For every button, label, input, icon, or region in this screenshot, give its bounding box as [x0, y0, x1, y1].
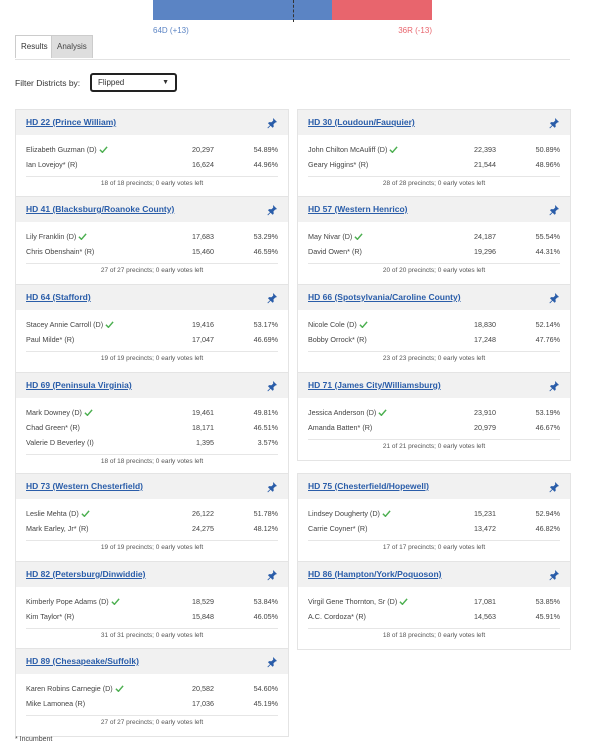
- candidate-name-text: Nicole Cole (D): [308, 320, 357, 329]
- candidate-row: [308, 597, 560, 609]
- candidate-percent: 3.57%: [257, 438, 278, 447]
- candidate-row: [26, 612, 278, 624]
- district-card: [297, 196, 571, 285]
- candidate-name: [26, 232, 87, 241]
- candidate-row: [26, 160, 278, 172]
- check-icon: [378, 409, 387, 417]
- dem-seat-segment: [153, 0, 332, 20]
- candidate-votes: 15,460: [192, 247, 214, 256]
- district-title-link[interactable]: HD 41 (Blacksburg/Roanoke County): [26, 204, 175, 214]
- candidate-percent: 51.78%: [253, 509, 278, 518]
- candidate-name-text: Mark Earley, Jr* (R): [26, 524, 89, 533]
- district-title-link[interactable]: HD 71 (James City/Williamsburg): [308, 380, 441, 390]
- district-header: [16, 373, 288, 398]
- candidate-percent: 44.31%: [535, 247, 560, 256]
- candidate-row: [308, 160, 560, 172]
- candidate-name: [26, 612, 74, 621]
- divider: [308, 540, 560, 541]
- district-header: [16, 197, 288, 222]
- candidate-votes: 18,830: [474, 320, 496, 329]
- candidate-percent: 45.19%: [253, 699, 278, 708]
- candidate-row: [26, 247, 278, 259]
- candidate-votes: 20,582: [192, 684, 214, 693]
- district-header: [298, 373, 570, 398]
- candidate-row: [26, 320, 278, 332]
- candidate-name-text: Geary Higgins* (R): [308, 160, 369, 169]
- check-icon: [354, 233, 363, 241]
- district-card: [297, 109, 571, 198]
- candidate-name: [308, 160, 368, 169]
- candidate-row: [26, 423, 278, 435]
- divider: [308, 439, 560, 440]
- check-icon: [389, 146, 398, 154]
- district-title-link[interactable]: HD 89 (Chesapeake/Suffolk): [26, 656, 139, 666]
- candidate-name: [26, 438, 94, 447]
- candidate-name-text: Jessica Anderson (D): [308, 408, 377, 417]
- candidate-name-text: Carrie Coyner* (R): [308, 524, 368, 533]
- candidate-percent: 48.12%: [253, 524, 278, 533]
- pin-icon[interactable]: [548, 291, 560, 303]
- candidate-name: [308, 408, 387, 417]
- candidate-percent: 46.69%: [253, 335, 278, 344]
- precinct-status: 27 of 27 precincts; 0 early votes left: [100, 267, 204, 274]
- candidate-name-text: Lindsey Dougherty (D): [308, 509, 380, 518]
- candidate-percent: 48.96%: [535, 160, 560, 169]
- district-title-link[interactable]: HD 69 (Peninsula Virginia): [26, 380, 132, 390]
- candidate-name: [308, 145, 398, 154]
- district-card: [297, 561, 571, 650]
- district-title-link[interactable]: HD 57 (Western Henrico): [308, 204, 408, 214]
- candidate-row: [308, 335, 560, 347]
- filter-label: Filter Districts by:: [15, 78, 81, 88]
- check-icon: [78, 233, 87, 241]
- candidate-row: [26, 509, 278, 521]
- candidate-percent: 45.91%: [535, 612, 560, 621]
- candidate-name: [308, 335, 367, 344]
- candidate-name-text: Bobby Orrock* (R): [308, 335, 367, 344]
- candidate-percent: 46.59%: [253, 247, 278, 256]
- candidate-name-text: Stacey Annie Carroll (D): [26, 320, 104, 329]
- district-card: [15, 372, 289, 476]
- divider: [26, 540, 278, 541]
- candidate-votes: 19,296: [474, 247, 496, 256]
- candidate-votes: 17,248: [474, 335, 496, 344]
- candidate-name-text: May Nivar (D): [308, 232, 353, 241]
- candidate-name-text: John Chilton McAuliff (D): [308, 145, 388, 154]
- candidate-name-text: Ian Lovejoy* (R): [26, 160, 78, 169]
- pin-icon[interactable]: [548, 568, 560, 580]
- candidate-name-text: Amanda Batten* (R): [308, 423, 373, 432]
- majority-line: [293, 0, 294, 22]
- candidate-votes: 13,472: [474, 524, 496, 533]
- pin-icon[interactable]: [266, 203, 278, 215]
- candidate-row: [26, 699, 278, 711]
- candidate-name: [26, 247, 94, 256]
- district-header: [298, 285, 570, 310]
- district-header: [298, 562, 570, 587]
- candidate-percent: 44.96%: [253, 160, 278, 169]
- precinct-status: 28 of 28 precincts; 0 early votes left: [382, 180, 486, 187]
- precinct-status: 20 of 20 precincts; 0 early votes left: [382, 267, 486, 274]
- district-card: [297, 473, 571, 562]
- precinct-status: 18 of 18 precincts; 0 early votes left: [382, 632, 486, 639]
- candidate-name-text: Kimberly Pope Adams (D): [26, 597, 109, 606]
- precinct-status: 18 of 18 precincts; 0 early votes left: [100, 180, 204, 187]
- candidate-row: [308, 509, 560, 521]
- candidate-votes: 14,563: [474, 612, 496, 621]
- candidate-votes: 15,231: [474, 509, 496, 518]
- candidate-votes: 16,624: [192, 160, 214, 169]
- candidate-percent: 49.81%: [253, 408, 278, 417]
- tab-results[interactable]: Results: [15, 35, 54, 58]
- district-title-link[interactable]: HD 22 (Prince William): [26, 117, 117, 127]
- check-icon: [382, 510, 391, 518]
- precinct-status: 21 of 21 precincts; 0 early votes left: [382, 443, 486, 450]
- candidate-votes: 19,416: [192, 320, 214, 329]
- divider: [26, 351, 278, 352]
- district-title-link[interactable]: HD 86 (Hampton/York/Poquoson): [308, 569, 442, 579]
- candidate-name: [308, 612, 366, 621]
- candidate-votes: 21,544: [474, 160, 496, 169]
- candidate-name: [308, 524, 368, 533]
- candidate-name: [308, 509, 391, 518]
- district-title-link[interactable]: HD 64 (Stafford): [26, 292, 91, 302]
- candidate-row: [26, 335, 278, 347]
- pin-icon[interactable]: [548, 116, 560, 128]
- candidate-votes: 19,461: [192, 408, 214, 417]
- candidate-votes: 20,979: [474, 423, 496, 432]
- candidate-name-text: Mike Lamonea (R): [26, 699, 86, 708]
- district-header: [298, 474, 570, 499]
- divider: [308, 176, 560, 177]
- candidate-name: [26, 684, 124, 693]
- pin-icon[interactable]: [548, 480, 560, 492]
- candidate-name: [26, 145, 108, 154]
- divider: [308, 351, 560, 352]
- candidate-percent: 53.85%: [535, 597, 560, 606]
- candidate-votes: 22,393: [474, 145, 496, 154]
- district-card: [297, 372, 571, 461]
- candidate-name: [26, 524, 89, 533]
- candidate-name: [26, 408, 93, 417]
- pin-icon[interactable]: [266, 568, 278, 580]
- district-title-link[interactable]: HD 73 (Western Chesterfield): [26, 481, 143, 491]
- candidate-row: [26, 145, 278, 157]
- check-icon: [115, 685, 124, 693]
- district-title-link[interactable]: HD 30 (Loudoun/Fauquier): [308, 117, 415, 127]
- candidate-percent: 46.82%: [535, 524, 560, 533]
- candidate-votes: 17,081: [474, 597, 496, 606]
- precinct-status: 19 of 19 precincts; 0 early votes left: [100, 355, 204, 362]
- pin-icon[interactable]: [266, 379, 278, 391]
- precinct-status: 19 of 19 precincts; 0 early votes left: [100, 544, 204, 551]
- candidate-name: [26, 423, 80, 432]
- district-card: [15, 561, 289, 650]
- candidate-name-text: Chad Green* (R): [26, 423, 80, 432]
- candidate-name: [308, 232, 363, 241]
- candidate-row: [308, 247, 560, 259]
- candidate-percent: 53.19%: [535, 408, 560, 417]
- district-header: [298, 110, 570, 135]
- pin-icon[interactable]: [266, 116, 278, 128]
- district-card: [15, 196, 289, 285]
- precinct-status: 27 of 27 precincts; 0 early votes left: [100, 719, 204, 726]
- chevron-down-icon: ▼: [162, 79, 169, 86]
- candidate-row: [26, 408, 278, 420]
- tab-bar: [15, 35, 570, 60]
- check-icon: [359, 321, 368, 329]
- candidate-row: [26, 232, 278, 244]
- candidate-percent: 46.51%: [253, 423, 278, 432]
- candidate-name: [26, 597, 120, 606]
- candidate-votes: 18,529: [192, 597, 214, 606]
- candidate-name-text: David Owen* (R): [308, 247, 362, 256]
- candidate-votes: 24,187: [474, 232, 496, 241]
- divider: [308, 628, 560, 629]
- candidate-percent: 53.29%: [253, 232, 278, 241]
- candidate-votes: 1,395: [196, 438, 214, 447]
- district-title-link[interactable]: HD 66 (Spotsylvania/Caroline County): [308, 292, 461, 302]
- candidate-votes: 17,047: [192, 335, 214, 344]
- divider: [26, 263, 278, 264]
- precinct-status: 17 of 17 precincts; 0 early votes left: [382, 544, 486, 551]
- district-header: [16, 474, 288, 499]
- dem-seat-label: 64D (+13): [153, 26, 189, 35]
- district-card: [15, 284, 289, 373]
- candidate-row: [26, 684, 278, 696]
- candidate-row: [26, 438, 278, 450]
- district-header: [16, 285, 288, 310]
- candidate-row: [26, 524, 278, 536]
- candidate-row: [308, 145, 560, 157]
- divider: [26, 715, 278, 716]
- candidate-name-text: Virgil Gene Thornton, Sr (D): [308, 597, 398, 606]
- candidate-percent: 52.94%: [535, 509, 560, 518]
- pin-icon[interactable]: [266, 655, 278, 667]
- rep-seat-label: 36R (-13): [398, 26, 432, 35]
- candidate-row: [308, 232, 560, 244]
- incumbent-footnote: * Incumbent: [15, 736, 53, 743]
- candidate-votes: 26,122: [192, 509, 214, 518]
- district-header: [298, 197, 570, 222]
- candidate-row: [308, 524, 560, 536]
- divider: [26, 176, 278, 177]
- filter-districts-select[interactable]: [90, 73, 177, 92]
- candidate-name: [26, 509, 90, 518]
- check-icon: [84, 409, 93, 417]
- district-header: [16, 562, 288, 587]
- candidate-percent: 50.89%: [535, 145, 560, 154]
- district-header: [16, 110, 288, 135]
- tab-analysis[interactable]: Analysis: [51, 35, 93, 58]
- candidate-name-text: Elizabeth Guzman (D): [26, 145, 97, 154]
- precinct-status: 18 of 18 precincts; 0 early votes left: [100, 458, 204, 465]
- candidate-name-text: Valerie D Beverley (I): [26, 438, 94, 447]
- candidate-name: [308, 423, 372, 432]
- candidate-name: [26, 160, 78, 169]
- district-title-link[interactable]: HD 82 (Petersburg/Dinwiddie): [26, 569, 146, 579]
- candidate-percent: 54.89%: [253, 145, 278, 154]
- pin-icon[interactable]: [266, 480, 278, 492]
- precinct-status: 23 of 23 precincts; 0 early votes left: [382, 355, 486, 362]
- candidate-name: [308, 247, 362, 256]
- candidate-name-text: Chris Obenshain* (R): [26, 247, 95, 256]
- candidate-percent: 46.67%: [535, 423, 560, 432]
- check-icon: [111, 598, 120, 606]
- candidate-row: [308, 408, 560, 420]
- candidate-name-text: Paul Milde* (R): [26, 335, 75, 344]
- candidate-row: [26, 597, 278, 609]
- candidate-name: [26, 320, 114, 329]
- candidate-name-text: Mark Downey (D): [26, 408, 82, 417]
- candidate-votes: 20,297: [192, 145, 214, 154]
- candidate-percent: 54.60%: [253, 684, 278, 693]
- district-card: [297, 284, 571, 373]
- seat-share-bar: [153, 0, 432, 20]
- candidate-row: [308, 612, 560, 624]
- candidate-name: [308, 597, 408, 606]
- rep-seat-segment: [332, 0, 432, 20]
- candidate-percent: 55.54%: [535, 232, 560, 241]
- candidate-name: [26, 699, 85, 708]
- district-title-link[interactable]: HD 75 (Chesterfield/Hopewell): [308, 481, 429, 491]
- candidate-name-text: A.C. Cordoza* (R): [308, 612, 366, 621]
- pin-icon[interactable]: [548, 203, 560, 215]
- candidate-percent: 52.14%: [535, 320, 560, 329]
- divider: [26, 628, 278, 629]
- candidate-name-text: Kim Taylor* (R): [26, 612, 75, 621]
- precinct-status: 31 of 31 precincts; 0 early votes left: [100, 632, 204, 639]
- candidate-votes: 18,171: [192, 423, 214, 432]
- candidate-votes: 24,275: [192, 524, 214, 533]
- pin-icon[interactable]: [266, 291, 278, 303]
- district-card: [15, 473, 289, 562]
- candidate-percent: 53.17%: [253, 320, 278, 329]
- district-card: [15, 109, 289, 198]
- candidate-percent: 46.05%: [253, 612, 278, 621]
- candidate-votes: 17,036: [192, 699, 214, 708]
- check-icon: [399, 598, 408, 606]
- candidate-name: [26, 335, 74, 344]
- divider: [26, 454, 278, 455]
- candidate-votes: 17,683: [192, 232, 214, 241]
- candidate-row: [308, 320, 560, 332]
- candidate-row: [308, 423, 560, 435]
- candidate-votes: 23,910: [474, 408, 496, 417]
- check-icon: [81, 510, 90, 518]
- candidate-name-text: Leslie Mehta (D): [26, 509, 79, 518]
- candidate-percent: 47.76%: [535, 335, 560, 344]
- district-header: [16, 649, 288, 674]
- candidate-name-text: Karen Robins Carnegie (D): [26, 684, 113, 693]
- pin-icon[interactable]: [548, 379, 560, 391]
- check-icon: [99, 146, 108, 154]
- district-card: [15, 648, 289, 737]
- candidate-votes: 15,848: [192, 612, 214, 621]
- divider: [308, 263, 560, 264]
- candidate-name-text: Lily Franklin (D): [26, 232, 77, 241]
- filter-selected-value: Flipped: [98, 78, 125, 87]
- candidate-name: [308, 320, 368, 329]
- candidate-percent: 53.84%: [253, 597, 278, 606]
- check-icon: [105, 321, 114, 329]
